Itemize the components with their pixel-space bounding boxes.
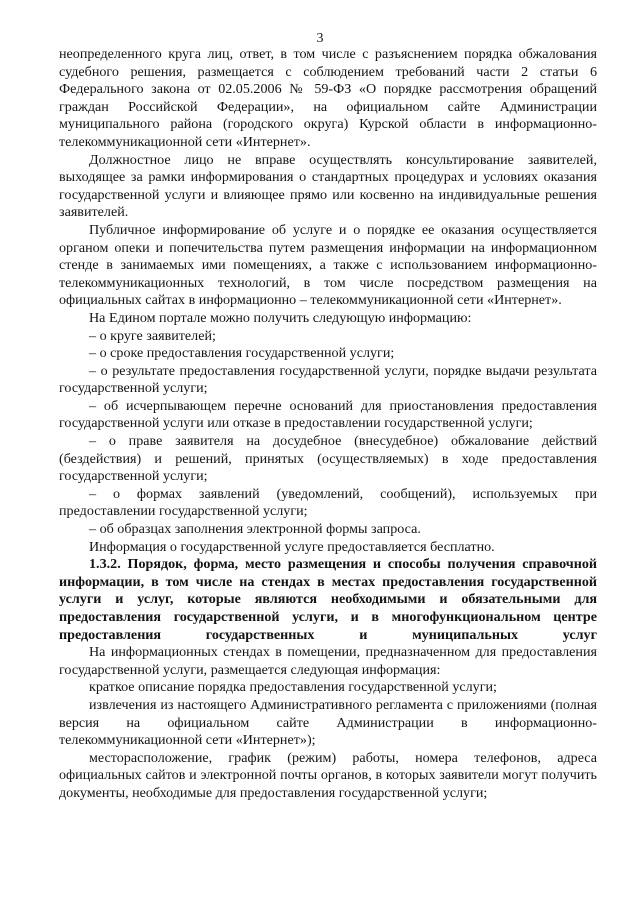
paragraph-info-stands: На информационных стендах в помещении, предназначенном для предоставления государственной услуги, размещается следующая информация: (59, 644, 597, 678)
paragraph-unified-portal: На Едином портале можно получить следующую информацию: (89, 309, 472, 326)
list-item-short-description: краткое описание порядка предоставления государственной услуги; (89, 679, 497, 696)
list-item-applicants: – о круге заявителей; (89, 327, 216, 344)
paragraph-official-limits: Должностное лицо не вправе осуществлять консультирование заявителей, выходящее за рамки информирования о стандартных процедурах и условиях оказания государственной услуги и влияющее прямо или косвенно на индивидуальные решения заявителей. (59, 151, 597, 221)
list-item-forms: – о формах заявлений (уведомлений, сообщений), используемых при предоставлении государственной услуги; (59, 485, 597, 520)
paragraph-free-of-charge: Информация о государственной услуге предоставляется бесплатно. (89, 538, 495, 555)
paragraph-public-answer: неопределенного круга лиц, ответ, в том числе с разъяснением порядка обжалования судебного решения, размещается с соблюдением требований части 2 статьи 6 Федерального закона от 02.05.2006 № 59-ФЗ «О порядке рассмотрения обращений граждан Российской Федерации», на официальном сайте Администрации муниципального района (городского округа) Курской области в информационно-телекоммуникационной сети «Интернет». (59, 46, 597, 150)
list-item-result: – о результате предоставления государственной услуги, порядке выдачи результата государственной услуги; (59, 362, 597, 397)
list-item-samples: – об образцах заполнения электронной формы запроса. (89, 521, 421, 538)
page-number: 3 (316, 31, 324, 46)
document-body (59, 46, 597, 803)
section-heading-1-3-2: 1.3.2. Порядок, форма, место размещения и способы получения справочной информации, в том числе на стендах в местах предоставления государственной услуги и услуг, которые являются необходимыми и обязательными для предоставления государственной услуги, и в многофункциональном центре предоставления государственных и муниципальных услуг (59, 556, 597, 643)
list-item-grounds: – об исчерпывающем перечне оснований для приостановления предоставления государственной услуги или отказе в предоставлении государственной услуги; (59, 397, 597, 432)
list-item-locations-schedule: месторасположение, график (режим) работы, номера телефонов, адреса официальных сайтов и электронной почты органов, в которых заявители могут получить документы, необходимые для предоставления государственной услуги; (59, 749, 597, 801)
list-item-term: – о сроке предоставления государственной услуги; (89, 345, 395, 362)
list-item-regulation-extracts: извлечения из настоящего Административного регламента с приложениями (полная версия на официальном сайте Администрации в информационно-телекоммуникационной сети «Интернет»); (59, 696, 597, 749)
list-item-appeal: – о праве заявителя на досудебное (внесудебное) обжалование действий (бездействия) и решений, принятых (осуществляемых) в ходе предоставления государственной услуги; (59, 433, 597, 485)
paragraph-public-informing: Публичное информирование об услуге и о порядке ее оказания осуществляется органом опеки и попечительства путем размещения информации на информационном стенде в занимаемых ими помещениях, а также с использованием информационно-телекоммуникационных технологий, в том числе посредством размещения на официальных сайтах в информационно – телекоммуникационной сети «Интернет». (59, 221, 597, 309)
